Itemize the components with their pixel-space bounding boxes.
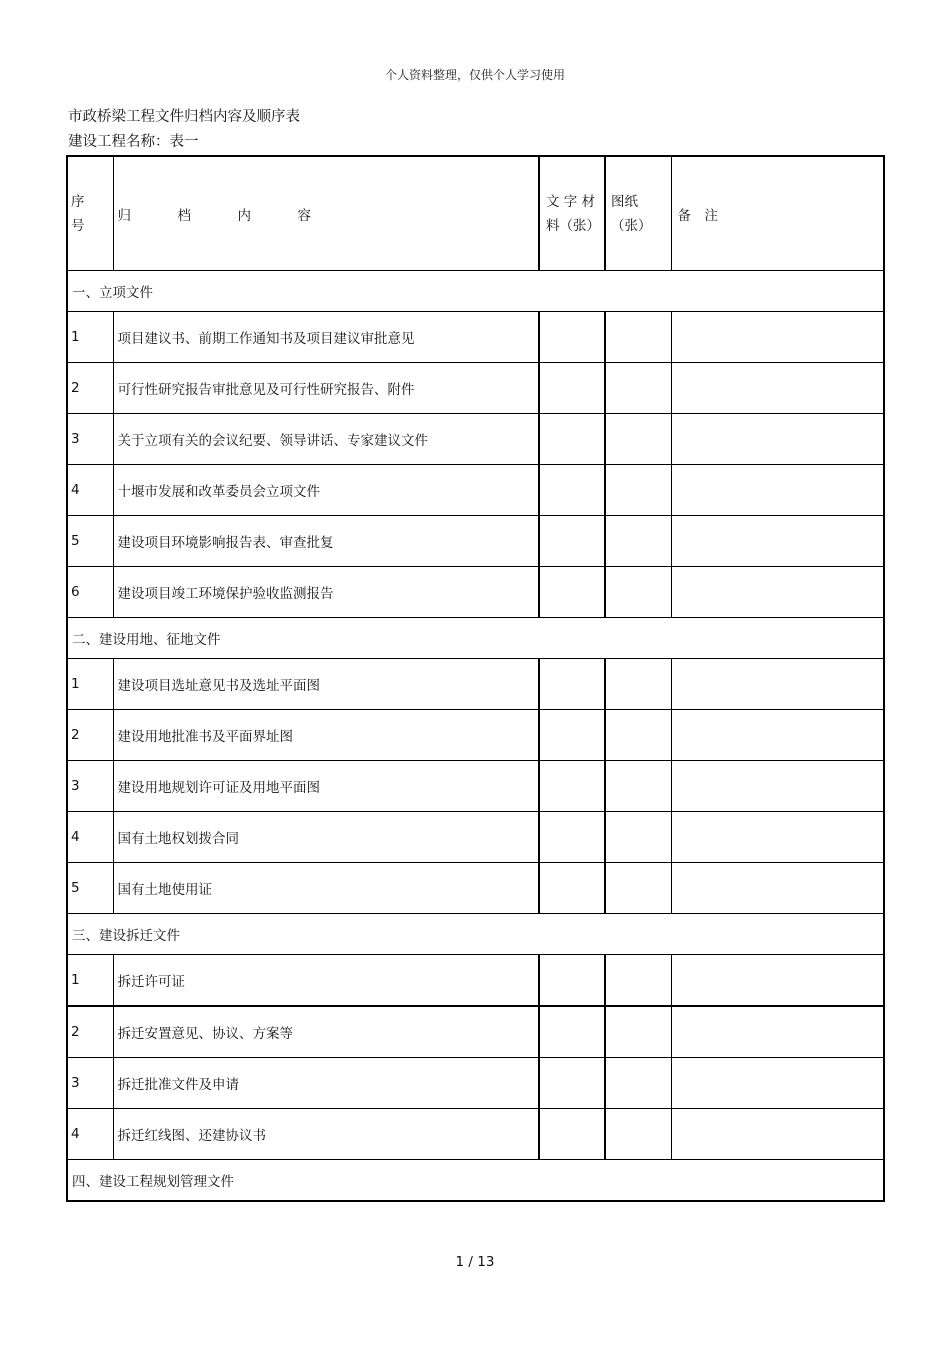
table-row [67,1058,884,1109]
item-content: 拆迁红线图、还建协议书 [113,1109,539,1160]
item-drawing-pages-cell [605,465,671,516]
item-no: 1 [67,955,113,1007]
header-content [113,156,539,271]
item-text-pages-cell [539,465,605,516]
item-drawing-pages-cell [605,863,671,914]
page-number: 1 / 13 [455,1254,495,1270]
item-remark-cell [671,1006,884,1058]
project-name-line: 建设工程名称：表一 [68,134,199,150]
item-remark-cell [671,567,884,618]
header-content-char: 容 [297,207,311,224]
item-drawing-pages-cell [605,567,671,618]
section-title: 一、立项文件 [67,271,884,312]
table-row [67,363,884,414]
item-text-pages-cell [539,1109,605,1160]
item-content: 拆迁许可证 [113,955,539,1007]
item-text-pages-cell [539,312,605,363]
item-text-pages-cell [539,567,605,618]
item-no: 1 [67,312,113,363]
item-remark-cell [671,659,884,710]
item-drawing-pages-cell [605,761,671,812]
table-row [67,659,884,710]
table-header-row [67,156,884,271]
header-drawing-pages [605,156,671,271]
item-text-pages-cell [539,363,605,414]
item-text-pages-cell [539,761,605,812]
section-title: 二、建设用地、征地文件 [67,618,884,659]
item-remark-cell [671,955,884,1007]
item-drawing-pages-cell [605,1058,671,1109]
archive-table-body [67,156,884,1201]
item-content: 关于立项有关的会议纪要、领导讲话、专家建议文件 [113,414,539,465]
header-note: 个人资料整理，仅供个人学习使用 [384,68,565,82]
item-remark-cell [671,710,884,761]
item-content: 建设项目选址意见书及选址平面图 [113,659,539,710]
item-no: 2 [67,1006,113,1058]
item-text-pages-cell [539,812,605,863]
item-drawing-pages-cell [605,1006,671,1058]
header-no-line2: 号 [71,217,85,234]
item-content: 国有土地权划拨合同 [113,812,539,863]
item-drawing-pages-cell [605,659,671,710]
table-row [67,955,884,1007]
section-row [67,1160,884,1202]
item-remark-cell [671,1109,884,1160]
item-no: 5 [67,516,113,567]
document-title: 市政桥梁工程文件归档内容及顺序表 [68,109,300,125]
item-drawing-pages-cell [605,710,671,761]
item-no: 3 [67,761,113,812]
item-remark-cell [671,414,884,465]
item-content: 项目建议书、前期工作通知书及项目建议审批意见 [113,312,539,363]
item-remark-cell [671,863,884,914]
item-no: 3 [67,414,113,465]
item-no: 5 [67,863,113,914]
table-row [67,1109,884,1160]
item-content: 建设用地批准书及平面界址图 [113,710,539,761]
item-remark-cell [671,812,884,863]
item-text-pages-cell [539,955,605,1007]
header-content-char: 归 [117,207,131,224]
table-row [67,567,884,618]
item-drawing-pages-cell [605,414,671,465]
header-remark: 备 注 [671,156,884,271]
item-no: 1 [67,659,113,710]
item-drawing-pages-cell [605,516,671,567]
table-row [67,863,884,914]
item-text-pages-cell [539,710,605,761]
section-row [67,618,884,659]
section-title: 四、建设工程规划管理文件 [67,1160,884,1202]
item-no: 4 [67,1109,113,1160]
header-draw-line2: （张） [611,217,652,234]
table-row [67,710,884,761]
item-content: 可行性研究报告审批意见及可行性研究报告、附件 [113,363,539,414]
item-no: 2 [67,710,113,761]
item-text-pages-cell [539,659,605,710]
item-text-pages-cell [539,1058,605,1109]
header-draw-line1: 图纸 [611,193,638,210]
item-content: 建设项目竣工环境保护验收监测报告 [113,567,539,618]
header-text-pages [539,156,605,271]
table-row [67,1006,884,1058]
item-content: 拆迁安置意见、协议、方案等 [113,1006,539,1058]
item-text-pages-cell [539,863,605,914]
item-no: 6 [67,567,113,618]
section-row [67,914,884,955]
header-text-line2: 料（张） [546,217,600,234]
item-content: 建设用地规划许可证及用地平面图 [113,761,539,812]
header-no-line1: 序 [71,193,85,210]
item-remark-cell [671,312,884,363]
item-no: 4 [67,812,113,863]
table-row [67,414,884,465]
item-no: 4 [67,465,113,516]
archive-table [66,155,885,1202]
item-content: 十堰市发展和改革委员会立项文件 [113,465,539,516]
item-no: 2 [67,363,113,414]
item-content: 拆迁批准文件及申请 [113,1058,539,1109]
header-content-char: 内 [237,207,251,224]
item-text-pages-cell [539,1006,605,1058]
table-row [67,312,884,363]
section-row [67,271,884,312]
table-row [67,761,884,812]
item-drawing-pages-cell [605,363,671,414]
item-text-pages-cell [539,516,605,567]
header-content-char: 档 [177,207,191,224]
item-drawing-pages-cell [605,312,671,363]
item-drawing-pages-cell [605,812,671,863]
section-title: 三、建设拆迁文件 [67,914,884,955]
item-remark-cell [671,363,884,414]
item-remark-cell [671,1058,884,1109]
table-row [67,812,884,863]
item-no: 3 [67,1058,113,1109]
table-row [67,516,884,567]
header-no [67,156,113,271]
item-remark-cell [671,516,884,567]
item-content: 建设项目环境影响报告表、审查批复 [113,516,539,567]
table-row [67,465,884,516]
item-drawing-pages-cell [605,1109,671,1160]
item-content: 国有土地使用证 [113,863,539,914]
item-remark-cell [671,761,884,812]
item-text-pages-cell [539,414,605,465]
header-text-line1: 文 字 材 [546,193,596,210]
item-drawing-pages-cell [605,955,671,1007]
item-remark-cell [671,465,884,516]
